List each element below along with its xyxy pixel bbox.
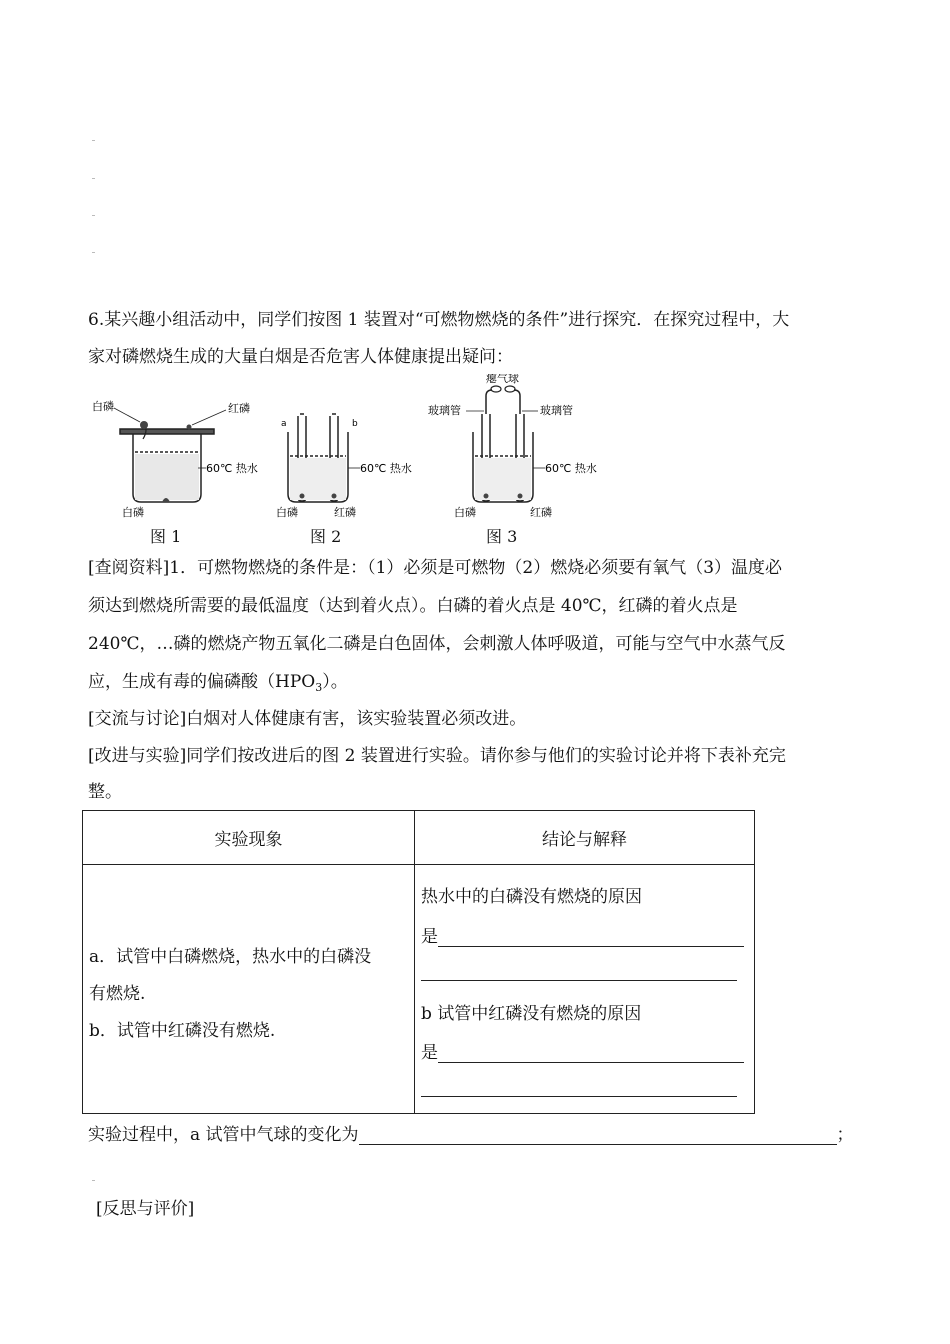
figure-2-caption: 图 2 (310, 527, 342, 546)
question-line-2: 家对磷燃烧生成的大量白烟是否危害人体健康提出疑问： (88, 347, 513, 367)
reflection-heading: [反思与评价] (96, 1199, 195, 1219)
figure-2-label-b: b (352, 419, 358, 429)
figure-3-label-balloon: 瘪气球 (486, 374, 519, 385)
conclusion-q1-answer-2 (421, 961, 737, 981)
balloon-question-text: 实验过程中，a 试管中气球的变化为 (88, 1125, 359, 1145)
reference-line-2: 须达到燃烧所需要的最低温度（达到着火点）。白磷的着火点是 40℃，红磷的着火点是 (88, 596, 738, 616)
figure-3-label-tube-left: 玻璃管 (428, 404, 461, 417)
conclusion-q2: b 试管中红磷没有燃烧的原因 (421, 1004, 642, 1024)
header-conclusion: 结论与解释 (415, 811, 755, 865)
figure-1-caption: 图 1 (150, 527, 182, 546)
figure-2-label-a: a (281, 419, 287, 429)
figure-3-balloon-left (491, 386, 501, 392)
figure-3-label-left: 白磷 (454, 506, 476, 519)
apparatus-drawing (88, 374, 608, 544)
figure-3-caption: 图 3 (486, 527, 518, 546)
figure-3-label-tube-right: 玻璃管 (540, 404, 573, 417)
margin-mark (92, 1180, 95, 1181)
question-line-1: 6.某兴趣小组活动中，同学们按图 1 装置对“可燃物燃烧的条件”进行探究．在探究过程中，大 (88, 310, 790, 330)
margin-mark (92, 215, 95, 216)
answer-prefix: 是 (421, 1043, 438, 1063)
phenomenon-line-3: b．试管中红磷没有燃烧. (89, 1021, 276, 1041)
apparatus-figures (88, 374, 608, 544)
answer-blank-2b[interactable] (421, 1078, 737, 1097)
answer-blank-1a[interactable] (438, 928, 744, 947)
reference-line-4 (88, 672, 348, 698)
figure-3-water (475, 458, 531, 500)
figure-1-water-hatching (135, 454, 199, 500)
conclusion-q2-answer-2 (421, 1077, 737, 1097)
figure-3-balloon-right (505, 386, 515, 392)
phenomenon-line-1: a．试管中白磷燃烧，热水中的白磷没 (89, 947, 372, 967)
improve-line-2: 整。 (88, 782, 122, 802)
conclusion-q1-answer (421, 922, 744, 947)
figure-1-label-bottom-p: 白磷 (122, 506, 144, 519)
conclusion-cell (415, 865, 755, 1114)
figure-3-label-right: 红磷 (530, 506, 552, 519)
figure-2-water (290, 458, 346, 500)
answer-blank-1b[interactable] (421, 962, 737, 981)
discussion-line: [交流与讨论]白烟对人体健康有害，该实验装置必须改进。 (88, 709, 527, 729)
figure-1-label-water: 60℃ 热水 (206, 462, 258, 475)
balloon-question-suffix: ； (836, 1125, 854, 1145)
figure-2-label-right: 红磷 (334, 506, 356, 519)
answer-prefix: 是 (421, 927, 438, 947)
margin-mark (92, 252, 95, 253)
reference-line-3: 240℃，…磷的燃烧产物五氧化二磷是白色固体，会刺激人体呼吸道，可能与空气中水蒸气反 (88, 634, 786, 654)
conclusion-q2-answer (421, 1038, 744, 1063)
figure-1-label-red-p: 红磷 (228, 402, 250, 415)
figure-3-white-phosphorus (484, 494, 489, 499)
balloon-answer-blank[interactable] (359, 1126, 837, 1145)
phenomenon-line-2: 有燃烧. (89, 984, 146, 1004)
phenomenon-cell (83, 865, 415, 1114)
reference-line-4-text: 应，生成有毒的偏磷酸（HPO (88, 672, 316, 692)
figure-2-red-phosphorus (332, 494, 337, 499)
reference-line-1: [查阅资料]1．可燃物燃烧的条件是：（1）必须是可燃物（2）燃烧必须要有氧气（3）温度必 (88, 558, 783, 578)
formula-subscript: 3 (315, 681, 323, 694)
experiment-table (82, 810, 755, 1114)
figure-2-white-phosphorus (300, 494, 305, 499)
conclusion-q1: 热水中的白磷没有燃烧的原因 (421, 887, 642, 907)
balloon-question (88, 1125, 854, 1145)
figure-1-red-phosphorus-top (187, 425, 192, 430)
header-phenomenon: 实验现象 (83, 811, 415, 865)
figure-2-label-left: 白磷 (276, 506, 298, 519)
margin-mark (92, 140, 95, 141)
figure-1-white-phosphorus-top (140, 421, 148, 429)
figure-3-red-phosphorus (518, 494, 523, 499)
margin-mark (92, 178, 95, 179)
figure-2-label-water: 60℃ 热水 (360, 462, 412, 475)
answer-blank-2a[interactable] (438, 1044, 744, 1063)
figure-3-label-water: 60℃ 热水 (545, 462, 597, 475)
reference-line-4-end: ）。 (322, 672, 348, 692)
improve-line-1: [改进与实验]同学们按改进后的图 2 装置进行实验。请你参与他们的实验讨论并将下表补充完 (88, 746, 786, 766)
figure-1-label-white-p: 白磷 (92, 400, 114, 413)
